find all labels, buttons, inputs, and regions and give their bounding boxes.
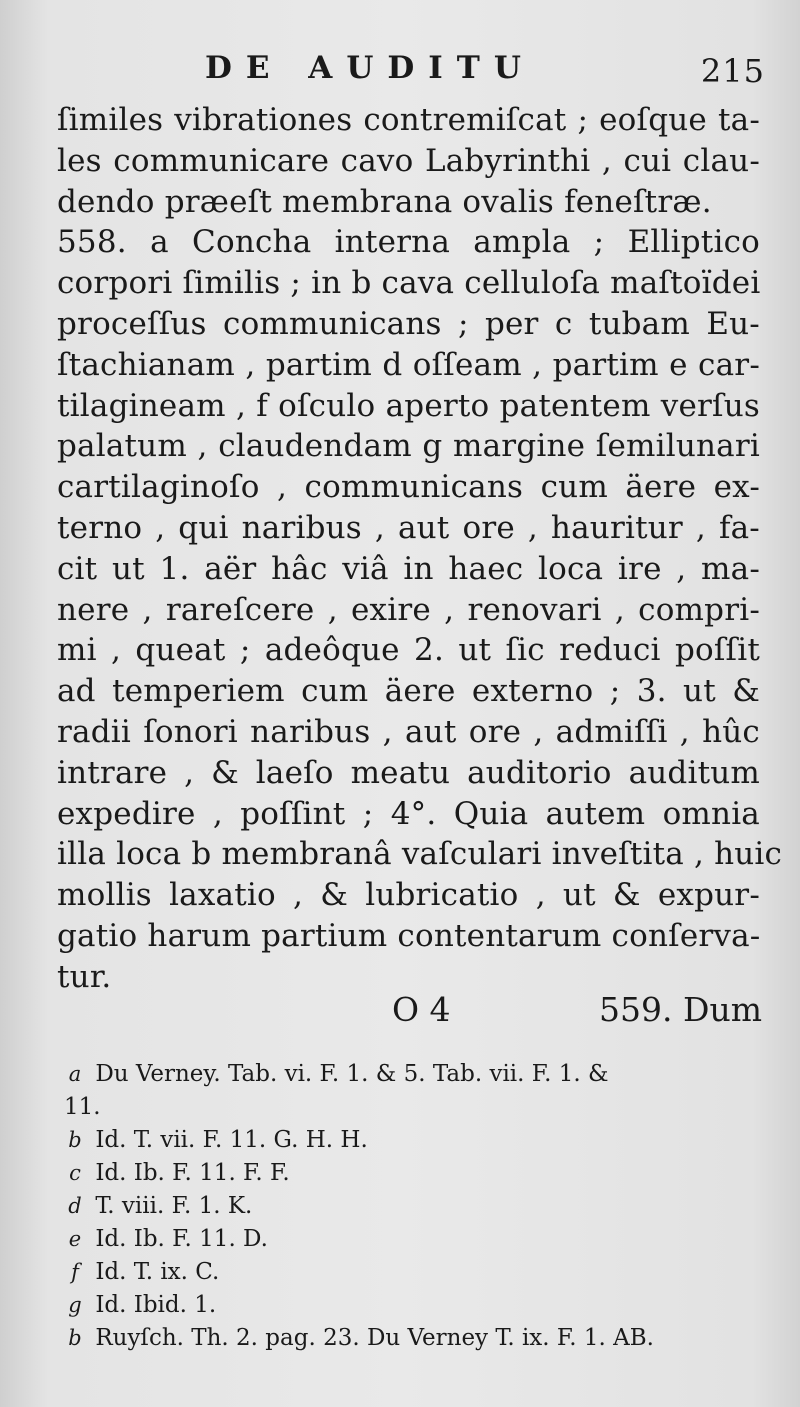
- text-line: cit ut 1. aër hâc viâ in haec loca ire , ma-: [57, 550, 760, 587]
- text-line: gatio harum partium contentarum conſerva-: [57, 917, 761, 954]
- page-footer: [392, 990, 762, 1038]
- text-line: expedire , poſſint ; 4°. Quia autem omnia: [57, 795, 760, 832]
- text-line: ſimiles vibrationes contremiſcat ; eoſque ta-: [57, 102, 760, 138]
- text-line: proceſſus communicans ; per c tubam Eu-: [57, 305, 760, 342]
- footnote-marker: g: [68, 1293, 82, 1317]
- footnote-continuation: [62, 1091, 767, 1124]
- footnote: [62, 1223, 767, 1256]
- text-line: mollis laxatio , & lubricatio , ut & expur-: [57, 877, 760, 914]
- footnote: [62, 1289, 767, 1322]
- footnote: [62, 1124, 767, 1157]
- footnote: [62, 1157, 767, 1190]
- text-line: radii ſonori naribus , aut ore , admiſſi , hûc: [57, 713, 760, 750]
- footnote: [62, 1058, 767, 1091]
- text-line: mi , queat ; adeôque 2. ut ſic reduci poſſit: [57, 632, 760, 669]
- footnote: [62, 1256, 767, 1289]
- footnote-text: Id. Ib. F. 11. F. F.: [95, 1160, 290, 1186]
- body-text: [57, 100, 783, 998]
- signature-mark: O 4: [392, 990, 451, 1029]
- footnote-marker: c: [69, 1161, 81, 1185]
- footnote-text: 11.: [64, 1094, 101, 1120]
- footnote-text: Id. Ibid. 1.: [95, 1292, 217, 1318]
- text-line: cartilaginoſo , communicans cum äere ex-: [57, 469, 760, 506]
- footnote: [62, 1190, 767, 1223]
- footnote-text: Id. T. vii. F. 11. G. H. H.: [95, 1127, 368, 1153]
- footnote-marker: a: [68, 1062, 82, 1086]
- footnotes: [62, 1058, 767, 1355]
- catchword: 559. Dum: [599, 990, 762, 1029]
- footnote-marker: f: [71, 1260, 79, 1284]
- text-line: illa loca b membranâ vaſculari inveſtita , huic: [57, 836, 783, 873]
- text-line: corpori ſimilis ; in b cava celluloſa maſtoïdei: [57, 265, 761, 302]
- text-line: tur.: [57, 958, 112, 995]
- footnote-marker: b: [68, 1128, 82, 1152]
- footnote-marker: e: [68, 1227, 82, 1251]
- text-line: terno , qui naribus , aut ore , hauritur , fa-: [57, 509, 760, 546]
- footnote-marker: d: [68, 1194, 82, 1218]
- footnote: [62, 1322, 767, 1355]
- footnote-text: T. viii. F. 1. K.: [95, 1193, 253, 1219]
- page-header: [205, 50, 765, 100]
- footnote-marker: b: [68, 1326, 82, 1350]
- footnote-text: Ruyſch. Th. 2. pag. 23. Du Verney T. ix. F. 1. AB.: [95, 1325, 654, 1351]
- text-line: tilagineam , f oſculo aperto patentem verſus: [57, 387, 760, 424]
- footnote-text: Id. Ib. F. 11. D.: [95, 1226, 268, 1252]
- text-line: les communicare cavo Labyrinthi , cui clau-: [57, 142, 760, 179]
- text-line: intrare , & laeſo meatu auditorio auditum: [57, 754, 760, 791]
- text-line: palatum , claudendam g margine ſemilunari: [57, 428, 760, 465]
- footnote-text: Du Verney. Tab. vi. F. 1. & 5. Tab. vii. F. 1. &: [95, 1061, 609, 1087]
- text-line: 558. a Concha interna ampla ; Elliptico: [57, 224, 760, 261]
- footnote-text: Id. T. ix. C.: [95, 1259, 220, 1285]
- page-number: 215: [700, 52, 765, 90]
- text-line: nere , rareſcere , exire , renovari , compri-: [57, 591, 760, 628]
- text-line: dendo præeſt membrana ovalis feneſtræ.: [57, 183, 712, 220]
- text-line: ad temperiem cum äere externo ; 3. ut &: [57, 673, 760, 710]
- running-title: DE AUDITU: [205, 50, 535, 86]
- text-line: ſtachianam , partim d oſſeam , partim e car-: [57, 346, 760, 383]
